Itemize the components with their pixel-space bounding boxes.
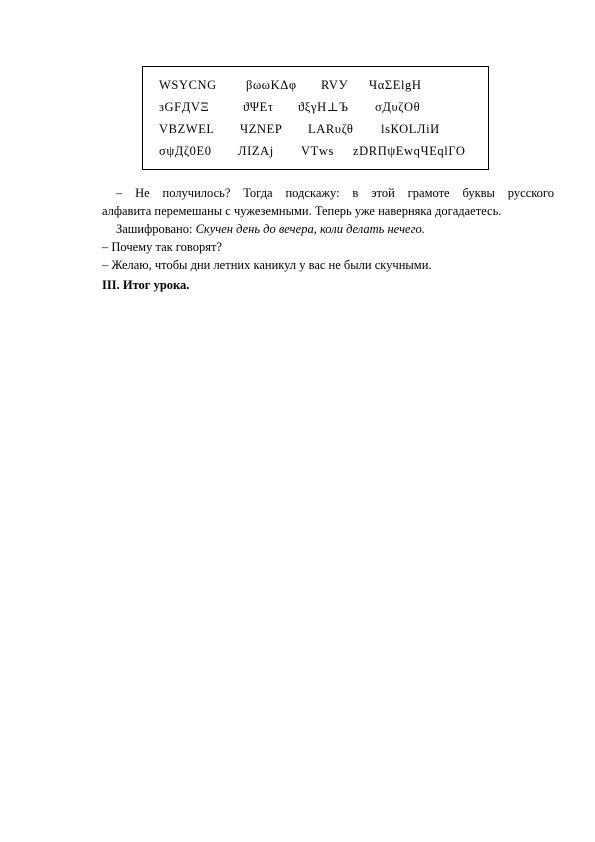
cipher-word: zDRПψΕwqЧΕqlГО xyxy=(353,144,466,158)
cipher-word: ϑξγΗ⊥Ъ xyxy=(298,100,349,114)
cipher-row xyxy=(143,119,488,139)
cipher-word: ЛIZAj xyxy=(238,144,274,158)
cipher-word: VТws xyxy=(301,144,334,158)
cipher-word: ϑΨΕτ xyxy=(243,100,274,114)
cipher-word: σψДζ0Ε0 xyxy=(159,144,212,158)
cipher-word: σДυζΟθ xyxy=(375,100,421,114)
cipher-word: VBZWEL xyxy=(159,122,215,136)
cipher-word: зGFДVΞ xyxy=(159,100,210,114)
cipher-word: RVУ xyxy=(321,78,349,92)
section-heading: III. Итог урока. xyxy=(102,278,190,292)
cipher-word: lsКОLЛiИ xyxy=(381,122,440,136)
encrypted-line xyxy=(102,221,554,239)
cipher-row xyxy=(143,97,488,117)
cipher-word: LАRυζθ xyxy=(308,122,354,136)
cipher-grid-box xyxy=(142,66,489,170)
cipher-row xyxy=(143,75,488,95)
cipher-word: WSYCNG xyxy=(159,78,217,92)
paragraph-line: – Не получилось? Тогда подскажу: в этой грамоте буквы русского xyxy=(116,186,554,200)
cipher-word: ЧαΣΕlgΗ xyxy=(369,78,422,92)
cipher-word: ЧZNЕР xyxy=(240,122,283,136)
wish-line: – Желаю, чтобы дни летних каникул у вас не были скучными. xyxy=(102,258,432,272)
paragraph-line: алфавита перемешаны с чужеземными. Теперь уже наверняка догадаетесь. xyxy=(102,204,502,218)
cipher-word: βωωΚΔφ xyxy=(246,78,297,92)
encrypted-label: Зашифровано: xyxy=(116,222,193,236)
question-line: – Почему так говорят? xyxy=(102,240,222,254)
cipher-row xyxy=(143,141,488,161)
encrypted-proverb: Скучен день до вечера, коли делать нечего. xyxy=(195,222,425,236)
